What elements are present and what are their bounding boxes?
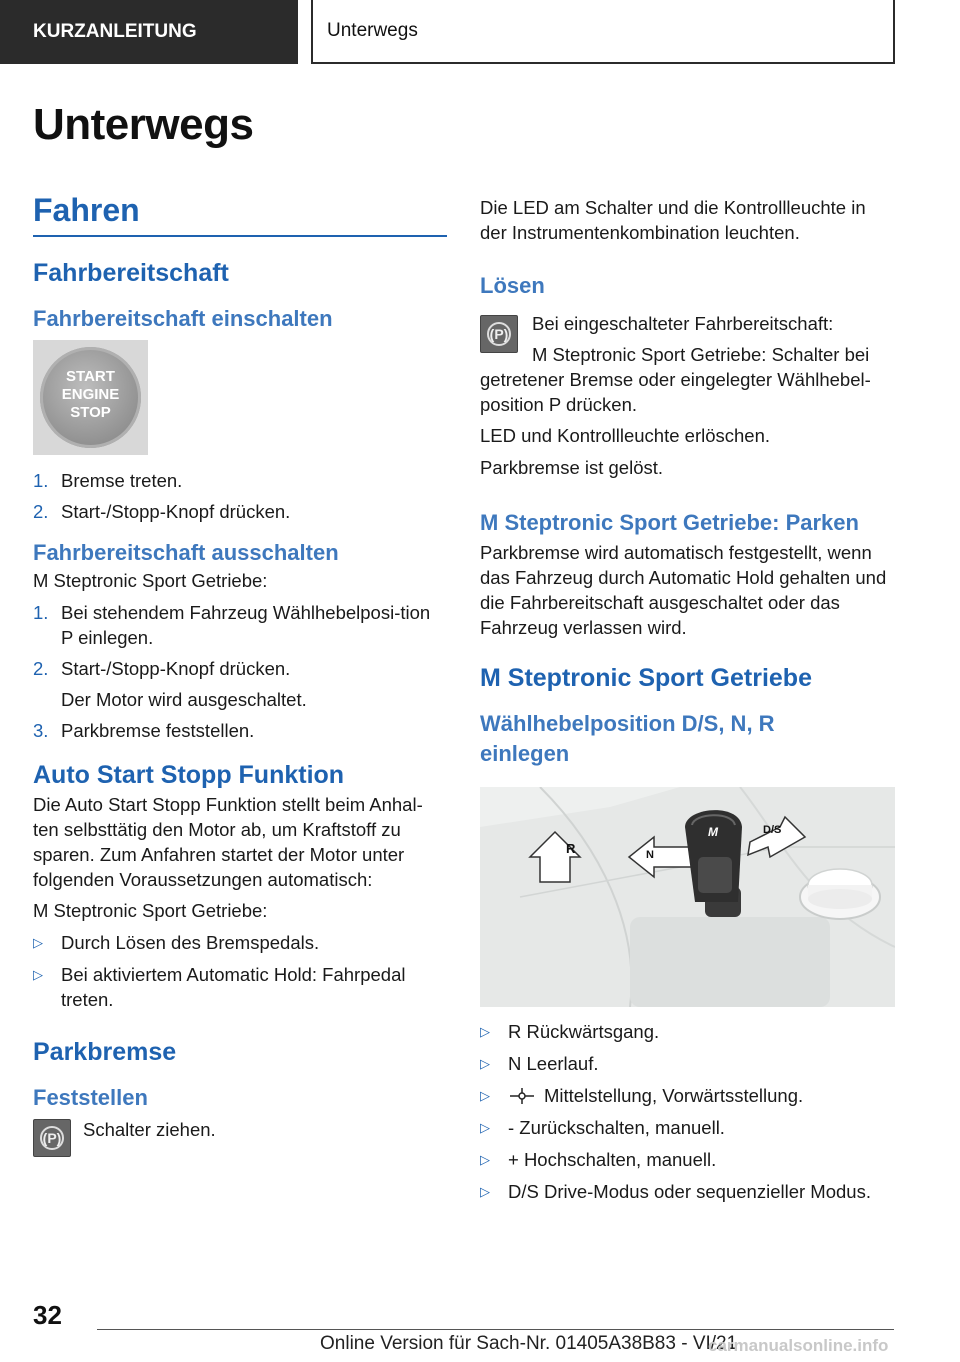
bullet-text: R Rückwärtsgang.	[508, 1021, 660, 1042]
list-item	[33, 656, 447, 681]
step-text: Bei stehendem Fahrzeug Wählhebelposi‐tion P einlegen.	[61, 602, 431, 648]
footer-online-version: Online Version für Sach-Nr. 01405A38B83 - VI/21	[320, 1333, 738, 1354]
bullet-text: N Leerlauf.	[508, 1053, 599, 1074]
autostart-bullets	[33, 930, 447, 1012]
list-item	[33, 930, 447, 955]
page-number: 32	[33, 1300, 62, 1330]
bullet-text: + Hochschalten, manuell.	[508, 1149, 717, 1170]
einschalten-steps	[33, 468, 447, 524]
step-text: Parkbremse feststellen.	[61, 720, 255, 741]
footer-rule	[97, 1329, 894, 1330]
heading-ausschalten: Fahrbereitschaft ausschalten	[33, 540, 339, 565]
loesen-p1: Bei eingeschalteter Fahrbereitschaft:	[532, 313, 834, 334]
step-number: 3.	[33, 720, 49, 741]
page-title: Unterwegs	[33, 100, 254, 149]
list-item	[33, 600, 447, 650]
bullet-triangle-icon: ▷	[33, 967, 43, 982]
step-number: 1.	[33, 602, 49, 623]
list-item	[33, 687, 447, 712]
list-item	[480, 1147, 896, 1172]
feststellen-row	[33, 1117, 447, 1163]
illus-label-m: M	[708, 825, 718, 839]
step-text: Start-/Stopp-Knopf drücken.	[61, 501, 291, 522]
loesen-p2: M Steptronic Sport Getriebe: Schalter bei getretener Bremse oder eingelegter Wählhebel‐position P drücken.	[480, 344, 871, 415]
step-number: 2.	[33, 658, 49, 679]
heading-parken: M Steptronic Sport Getriebe: Parken	[480, 510, 859, 535]
list-item	[480, 1179, 896, 1204]
bullet-triangle-icon: ▷	[480, 1120, 490, 1135]
parking-brake-icon: (P)	[33, 1119, 71, 1157]
feststellen-text: Schalter ziehen.	[83, 1119, 216, 1140]
engine-label: ENGINE	[61, 386, 120, 403]
bullet-text: Durch Lösen des Bremspedals.	[61, 932, 320, 953]
watermark: carmanualsonline.info	[708, 1336, 889, 1355]
stop-label: STOP	[70, 404, 111, 421]
section-tab: Unterwegs	[311, 0, 895, 64]
heading-fahren: Fahren	[33, 192, 140, 228]
gear-bullets	[480, 1019, 896, 1204]
list-item	[33, 499, 447, 524]
heading-einschalten: Fahrbereitschaft einschalten	[33, 306, 333, 331]
bullet-triangle-icon: ▷	[480, 1088, 490, 1103]
list-item	[33, 468, 447, 493]
list-item	[480, 1083, 896, 1108]
bullet-triangle-icon: ▷	[480, 1056, 490, 1071]
step-text: Der Motor wird ausgeschaltet.	[61, 689, 307, 710]
step-number: 1.	[33, 470, 49, 491]
gear-shift-icon	[508, 1086, 536, 1104]
ausschalten-steps	[33, 600, 447, 743]
autostart-intro: M Steptronic Sport Getriebe:	[33, 900, 268, 921]
autostart-text: Die Auto Start Stopp Funktion stellt beim Anhal‐ten selbsttätig den Motor ab, um Kraftstoff zu sparen. Zum Anfahren startet der Motor unter folgenden Voraussetzungen automatisch:	[33, 794, 423, 890]
ausschalten-intro: M Steptronic Sport Getriebe:	[33, 570, 268, 591]
step-number: 2.	[33, 501, 49, 522]
list-item	[33, 718, 447, 743]
heading-waehlhebel-line1: Wählhebelposition D/S, N, R	[480, 711, 775, 736]
heading-autostart: Auto Start Stopp Funktion	[33, 761, 345, 789]
bullet-triangle-icon: ▷	[480, 1024, 490, 1039]
step-text: Start-/Stopp-Knopf drücken.	[61, 658, 291, 679]
left-column	[33, 192, 447, 1163]
illus-label-r: R	[566, 841, 576, 856]
heading-fahrbereitschaft: Fahrbereitschaft	[33, 259, 229, 287]
list-item	[480, 1115, 896, 1140]
bullet-text: Mittelstellung, Vorwärtsstellung.	[544, 1085, 804, 1106]
loesen-p4: Parkbremse ist gelöst.	[480, 457, 664, 478]
illus-label-n: N	[646, 849, 654, 861]
illus-label-ds: D/S	[763, 824, 782, 836]
start-stop-button-image	[33, 340, 148, 455]
loesen-p3: LED und Kontrollleuchte erlöschen.	[480, 425, 771, 446]
led-text: Die LED am Schalter und die Kontrollleuchte in der Instrumentenkombination leuchten.	[480, 197, 866, 243]
bullet-text: Bei aktiviertem Automatic Hold: Fahrpedal treten.	[61, 964, 406, 1010]
loesen-block	[480, 311, 896, 480]
bullet-text: - Zurückschalten, manuell.	[508, 1117, 725, 1138]
heading-feststellen: Feststellen	[33, 1085, 148, 1110]
heading-loesen: Lösen	[480, 273, 545, 298]
bullet-triangle-icon: ▷	[480, 1152, 490, 1167]
step-text: Bremse treten.	[61, 470, 183, 491]
gear-selector-drawing	[480, 787, 895, 1007]
right-column	[480, 195, 896, 1204]
start-label: START	[66, 368, 115, 385]
heading-rule	[33, 235, 447, 237]
heading-parkbremse: Parkbremse	[33, 1038, 177, 1066]
heading-waehlhebel-line2: einlegen	[480, 741, 570, 766]
heading-getriebe: M Steptronic Sport Getriebe	[480, 664, 812, 692]
gear-selector-illustration	[480, 787, 895, 1007]
bullet-triangle-icon: ▷	[480, 1184, 490, 1199]
parking-brake-icon: (P)	[480, 315, 518, 353]
bullet-text: D/S Drive-Modus oder sequenzieller Modus.	[508, 1181, 871, 1202]
list-item	[480, 1051, 896, 1076]
bullet-triangle-icon: ▷	[33, 935, 43, 950]
parken-text: Parkbremse wird automatisch festgestellt, wenn das Fahrzeug durch Automatic Hold gehalten und die Fahrbereitschaft ausgeschaltet oder das Fahrzeug verlassen wird.	[480, 542, 887, 638]
list-item	[33, 962, 447, 1012]
list-item	[480, 1019, 896, 1044]
chapter-tab: KURZANLEITUNG	[0, 0, 298, 64]
